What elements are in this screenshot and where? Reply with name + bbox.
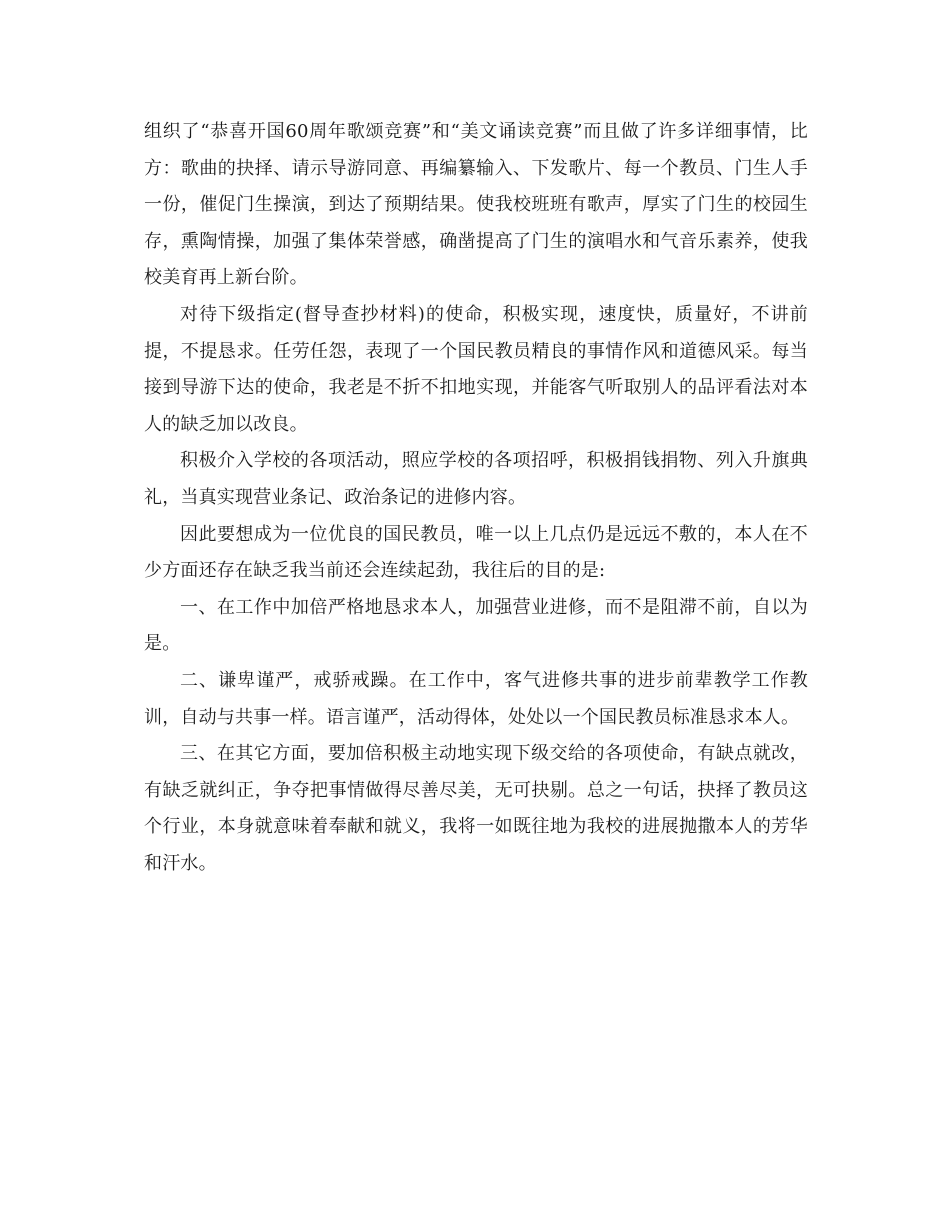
document-body xyxy=(144,114,808,882)
paragraph-3: 积极介入学校的各项活动，照应学校的各项招呼，积极捐钱捐物、列入升旗典礼，当真实现营业条记、政治条记的进修内容。 xyxy=(144,450,808,508)
paragraph-7: 三、在其它方面，要加倍积极主动地实现下级交给的各项使命，有缺点就改，有缺乏就纠正，争夺把事情做得尽善尽美，无可抉剔。总之一句话，抉择了教员这个行业，本身就意味着奉献和就义，我将一如既往地为我校的进展抛撒本人的芳华和汗水。 xyxy=(144,743,808,874)
paragraph-5: 一、在工作中加倍严格地恳求本人，加强营业进修，而不是阻滞不前，自以为是。 xyxy=(144,596,808,655)
paragraph-6: 二、谦卑谨严，戒骄戒躁。在工作中，客气进修共事的进步前辈教学工作教训，自动与共事一样。语言谨严，活动得体，处处以一个国民教员标准恳求本人。 xyxy=(144,669,808,728)
paragraph-4: 因此要想成为一位优良的国民教员，唯一以上几点仍是远远不敷的，本人在不少方面还存在缺乏我当前还会连续起劲，我往后的目的是: xyxy=(144,523,808,582)
paragraph-2: 对待下级指定(督导查抄材料)的使命，积极实现，速度快，质量好，不讲前提，不提恳求。任劳任怨，表现了一个国民教员精良的事情作风和道德风采。每当接到导游下达的使命，我老是不折不扣地实现，并能客气听取别人的品评看法对本人的缺乏加以改良。 xyxy=(144,303,808,435)
paragraph-1: 组织了“恭喜开国60周年歌颂竞赛”和“美文诵读竞赛”而且做了许多详细事情，比方：歌曲的抉择、请示导游同意、再编纂输入、下发歌片、每一个教员、门生人手一份，催促门生操演，到达了预期结果。使我校班班有歌声，厚实了门生的校园生存，熏陶情操，加强了集体荣誉感，确凿提高了门生的演唱水和气音乐素养，使我校美育再上新台阶。 xyxy=(144,121,808,289)
